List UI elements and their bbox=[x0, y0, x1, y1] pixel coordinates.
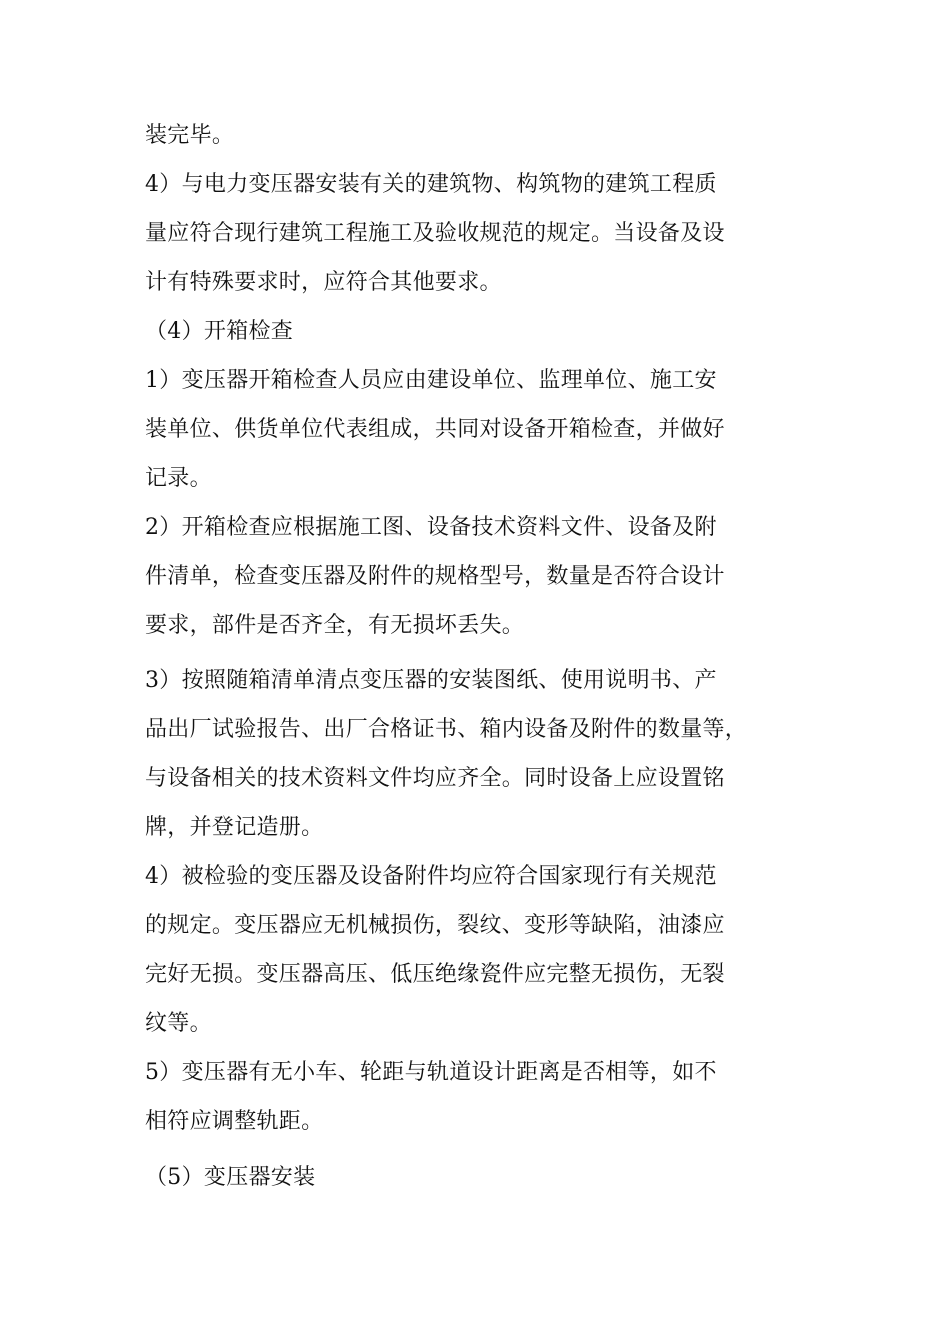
text-line-18: 完好无损。变压器高压、低压绝缘瓷件应完整无损伤，无裂 bbox=[145, 962, 725, 987]
text-line-11: 要求，部件是否齐全，有无损坏丢失。 bbox=[145, 613, 525, 638]
text-line-9: 2）开箱检查应根据施工图、设备技术资料文件、设备及附 bbox=[145, 515, 717, 540]
text-line-10: 件清单，检查变压器及附件的规格型号，数量是否符合设计 bbox=[145, 564, 725, 589]
section-heading-5: （5）变压器安装 bbox=[145, 1165, 316, 1190]
text-line-8: 记录。 bbox=[145, 466, 212, 491]
text-line-2: 4）与电力变压器安装有关的建筑物、构筑物的建筑工程质 bbox=[145, 172, 717, 197]
text-line-21: 相符应调整轨距。 bbox=[145, 1109, 324, 1134]
text-line-19: 纹等。 bbox=[145, 1011, 212, 1036]
text-line-16: 4）被检验的变压器及设备附件均应符合国家现行有关规范 bbox=[145, 864, 717, 889]
text-line-1: 装完毕。 bbox=[145, 123, 235, 148]
text-line-3: 量应符合现行建筑工程施工及验收规范的规定。当设备及设 bbox=[145, 221, 725, 246]
text-line-12: 3）按照随箱清单清点变压器的安装图纸、使用说明书、产 bbox=[145, 668, 717, 693]
text-line-17: 的规定。变压器应无机械损伤，裂纹、变形等缺陷，油漆应 bbox=[145, 913, 725, 938]
text-line-4: 计有特殊要求时，应符合其他要求。 bbox=[145, 270, 502, 295]
text-line-15: 牌，并登记造册。 bbox=[145, 815, 324, 840]
section-heading-4: （4）开箱检查 bbox=[145, 319, 294, 344]
text-line-13: 品出厂试验报告、出厂合格证书、箱内设备及附件的数量等， bbox=[145, 717, 748, 742]
text-line-7: 装单位、供货单位代表组成，共同对设备开箱检查，并做好 bbox=[145, 417, 725, 442]
text-line-20: 5）变压器有无小车、轮距与轨道设计距离是否相等，如不 bbox=[145, 1060, 717, 1085]
text-line-6: 1）变压器开箱检查人员应由建设单位、监理单位、施工安 bbox=[145, 368, 717, 393]
text-line-14: 与设备相关的技术资料文件均应齐全。同时设备上应设置铭 bbox=[145, 766, 725, 791]
